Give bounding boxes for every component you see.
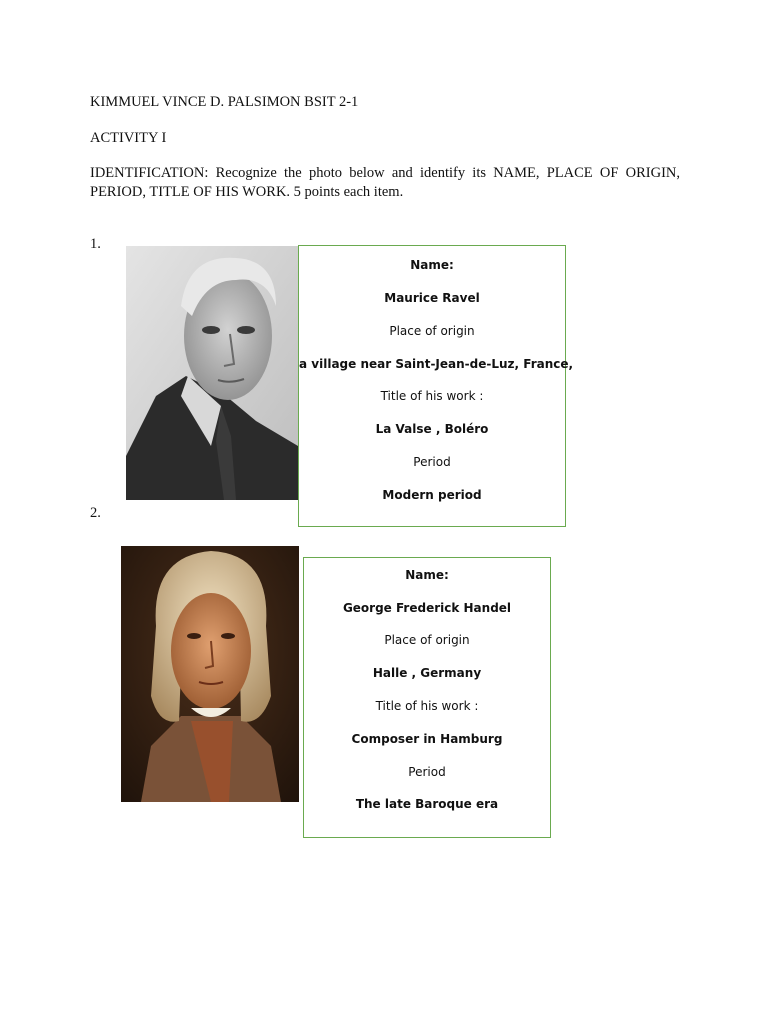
name-label: Name: — [410, 258, 454, 272]
period-value: Modern period — [382, 488, 482, 502]
composer-name: Maurice Ravel — [384, 291, 480, 305]
student-name-header: KIMMUEL VINCE D. PALSIMON BSIT 2-1 — [90, 94, 359, 110]
identification-card-2 — [303, 557, 551, 838]
work-label: Title of his work : — [380, 389, 484, 403]
instructions-text: IDENTIFICATION: Recognize the photo below and identify its NAME, PLACE OF ORIGIN, PERIOD, TITLE OF HIS WORK. 5 points each item. — [90, 165, 680, 200]
portrait-photo-2 — [121, 546, 299, 802]
work-label: Title of his work : — [375, 699, 479, 713]
work-value: Composer in Hamburg — [351, 732, 503, 746]
origin-value: Halle , Germany — [372, 666, 482, 680]
activity-title: ACTIVITY I — [90, 130, 167, 146]
item-number-2: 2. — [90, 505, 101, 521]
origin-label: Place of origin — [389, 324, 475, 338]
work-value: La Valse , Boléro — [375, 422, 489, 436]
period-value: The late Baroque era — [355, 797, 499, 811]
period-label: Period — [413, 455, 451, 469]
composer-name: George Frederick Handel — [342, 601, 512, 615]
origin-value: a village near Saint-Jean-de-Luz, France, — [299, 357, 574, 371]
name-label: Name: — [405, 568, 449, 582]
identification-card-1 — [298, 245, 574, 527]
period-label: Period — [408, 765, 446, 779]
item-number-1: 1. — [90, 236, 101, 252]
portrait-photo-1 — [126, 246, 298, 500]
origin-label: Place of origin — [384, 633, 470, 647]
